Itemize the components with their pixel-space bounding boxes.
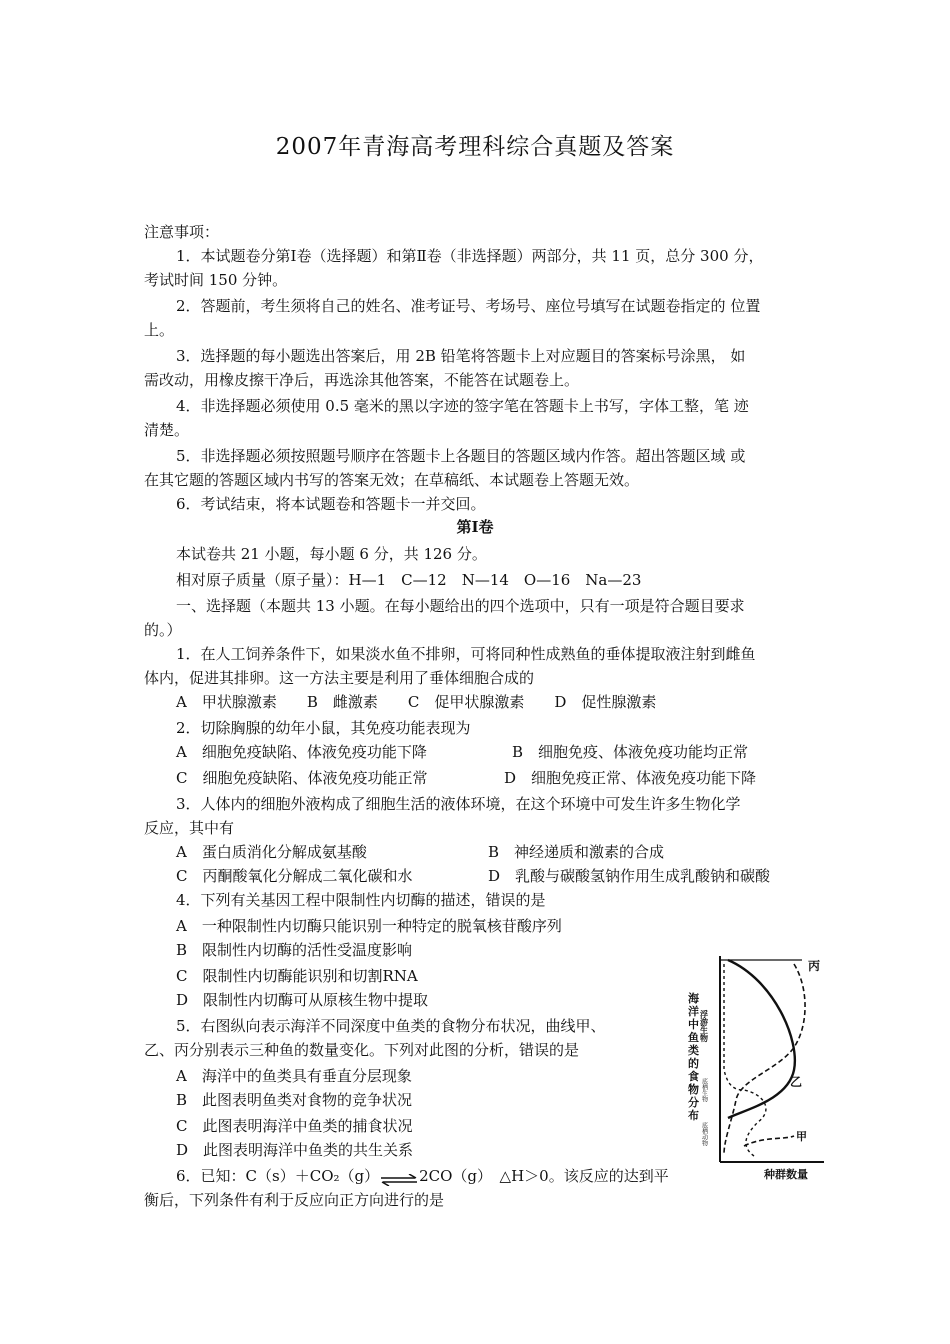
notice-2-line2: 上。: [144, 321, 175, 339]
notice-4-line2: 清楚。: [144, 421, 190, 439]
q3-option-c: C 丙酮酸氧化分解成二氧化碳和水: [176, 867, 413, 885]
part1-line1: 一、选择题（本题共 13 小题。在每小题给出的四个选项中，只有一项是符合题目要求: [176, 597, 745, 615]
q1-stem-line1: 1．在人工饲养条件下，如果淡水鱼不排卵，可将同种性成熟鱼的垂体提取液注射到雌鱼: [176, 645, 756, 663]
q3-stem-line2: 反应，其中有: [144, 819, 235, 837]
q5-stem-line2: 乙、丙分别表示三种鱼的数量变化。下列对此图的分析，错误的是: [144, 1041, 580, 1059]
q4-option-b: B 限制性内切酶的活性受温度影响: [176, 941, 413, 959]
section-heading: 第Ⅰ卷: [456, 518, 494, 536]
q5-stem-line1: 5．右图纵向表示海洋不同深度中鱼类的食物分布状况，曲线甲、: [176, 1017, 606, 1035]
vlabel-char: 布: [688, 1109, 699, 1122]
vlabel-char: 分: [688, 1096, 699, 1109]
fish-distribution-figure: [684, 950, 828, 1182]
curve-a-tail: [744, 1136, 794, 1146]
vlabel-char: 的: [688, 1057, 699, 1070]
q1-stem-line2: 体内，促进其排卵。这一方法主要是利用了垂体细胞合成的: [144, 669, 535, 687]
page-title: 2007年青海高考理科综合真题及答案: [275, 134, 675, 160]
equilibrium-arrow-icon: [379, 1171, 419, 1183]
fish-distribution-diagram: [684, 950, 828, 1182]
notice-1-line2: 考试时间 150 分钟。: [144, 271, 288, 289]
curve-c-label: 丙: [808, 959, 821, 973]
vlabel-char: 海: [688, 992, 699, 1005]
part1-line2: 的。）: [144, 621, 182, 639]
q2-stem: 2．切除胸腺的幼年小鼠，其免疫功能表现为: [176, 719, 471, 737]
q4-stem: 4．下列有关基因工程中限制性内切酶的描述，错误的是: [176, 891, 546, 909]
vertical-axis-label: [687, 991, 700, 1122]
q2-option-b: B 细胞免疫、体液免疫功能均正常: [512, 743, 749, 761]
label-benthic-animal: 底栖动物: [700, 1122, 708, 1146]
label-benthic-organism: 底栖生物: [700, 1078, 708, 1102]
curve-c-line: [724, 964, 805, 1154]
notice-3-line1: 3．选择题的每小题选出答案后，用 2B 铅笔将答题卡上对应题目的答案标号涂黑， 如: [176, 347, 746, 365]
q6-stem-pre: 6．已知：C（s）＋CO₂（g）: [176, 1167, 380, 1185]
q2-option-a: A 细胞免疫缺陷、体液免疫功能下降: [176, 743, 427, 761]
notice-5-line2: 在其它题的答题区域内书写的答案无效；在草稿纸、本试题卷上答题无效。: [144, 471, 640, 489]
notice-6-line1: 6．考试结束，将本试题卷和答题卡一并交回。: [176, 495, 486, 513]
notice-1-line1: 1．本试题卷分第Ⅰ卷（选择题）和第Ⅱ卷（非选择题）两部分，共 11 页，总分 300 分，: [176, 247, 764, 265]
q3-option-a: A 蛋白质消化分解成氨基酸: [176, 843, 367, 861]
q5-option-b: B 此图表明鱼类对食物的竞争状况: [176, 1091, 413, 1109]
q4-option-a: A 一种限制性内切酶只能识别一种特定的脱氧核苷酸序列: [176, 917, 562, 935]
q5-option-a: A 海洋中的鱼类具有垂直分层现象: [176, 1067, 412, 1085]
vlabel-char: 洋: [688, 1005, 699, 1018]
vlabel-char: 类: [688, 1044, 699, 1057]
q3-stem-line1: 3．人体内的细胞外液构成了细胞生活的液体环境，在这个环境中可发生许多生物化学: [176, 795, 741, 813]
q2-option-d: D 细胞免疫正常、体液免疫功能下降: [504, 769, 757, 787]
x-axis-label: 种群数量: [764, 1168, 808, 1181]
q6-stem-line1: [176, 1166, 669, 1186]
q3-option-b: B 神经递质和激素的合成: [488, 843, 665, 861]
intro-line1: 本试卷共 21 小题，每小题 6 分，共 126 分。: [176, 545, 487, 563]
q5-option-d: D 此图表明海洋中鱼类的共生关系: [176, 1141, 414, 1159]
q3-option-d: D 乳酸与碳酸氢钠作用生成乳酸钠和碳酸: [488, 867, 771, 885]
q4-option-d: D 限制性内切酶可从原核生物中提取: [176, 991, 429, 1009]
notice-3-line2: 需改动，用橡皮擦干净后，再选涂其他答案，不能答在试题卷上。: [144, 371, 580, 389]
vlabel-char: 中: [688, 1018, 699, 1031]
q6-stem-line2: 衡后，下列条件有利于反应向正方向进行的是: [144, 1191, 445, 1209]
vlabel-char: 鱼: [688, 1031, 699, 1044]
notice-5-line1: 5．非选择题必须按照题号顺序在答题卡上各题目的答题区域内作答。超出答题区域 或: [176, 447, 746, 465]
curve-b-label: 乙: [790, 1075, 803, 1089]
q6-stem-post: 2CO（g） △H＞0。该反应的达到平: [419, 1167, 669, 1185]
notice-4-line1: 4．非选择题必须使用 0.5 毫米的黑以字迹的签字笔在答题卡上书写，字体工整，笔 迹: [176, 397, 749, 415]
intro-line2: 相对原子质量（原子量）：H—1 C—12 N—14 O—16 Na—23: [176, 571, 642, 589]
q1-options: A 甲状腺激素 B 雌激素 C 促甲状腺激素 D 促性腺激素: [176, 693, 657, 711]
notice-2-line1: 2．答题前，考生须将自己的姓名、准考证号、考场号、座位号填写在试题卷指定的 位置: [176, 297, 761, 315]
q5-option-c: C 此图表明海洋中鱼类的捕食状况: [176, 1117, 413, 1135]
vlabel-char: 食: [688, 1070, 699, 1083]
notice-heading: 注意事项：: [144, 223, 220, 241]
curve-a-label: 甲: [796, 1130, 807, 1143]
curve-a-line: [724, 964, 766, 1156]
q4-option-c: C 限制性内切酶能识别和切割RNA: [176, 967, 418, 985]
label-plankton: 浮游生物: [699, 1010, 709, 1042]
q2-option-c: C 细胞免疫缺陷、体液免疫功能正常: [176, 769, 428, 787]
vlabel-char: 物: [688, 1083, 699, 1096]
